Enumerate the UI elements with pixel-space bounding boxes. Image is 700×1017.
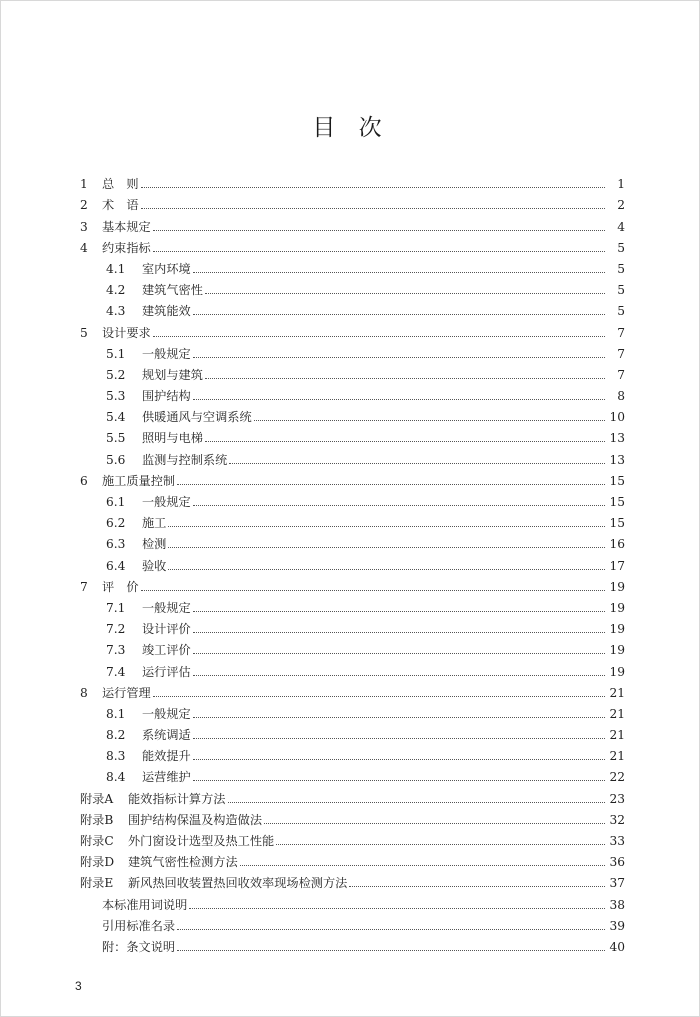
toc-entry-page: 38 (609, 897, 625, 912)
toc-entry-label: 基本规定 (102, 219, 151, 234)
toc-entry-heading (80, 728, 193, 742)
toc-entry[interactable] (80, 551, 625, 572)
toc-entry[interactable] (80, 848, 625, 869)
toc-entry-label: 一般规定 (142, 346, 191, 361)
toc-dot-leader (193, 717, 605, 718)
toc-entry-label: 能效提升 (142, 749, 191, 764)
toc-entry-page: 7 (617, 367, 625, 382)
toc-entry-heading (80, 601, 193, 615)
toc-entry-label: 规划与建筑 (142, 367, 203, 382)
toc-dot-leader (193, 505, 605, 506)
toc-dot-leader (193, 675, 605, 676)
toc-entry-number: 5.2 (106, 367, 126, 382)
toc-entry-number: 1 (80, 177, 88, 192)
toc-dot-leader (349, 886, 605, 887)
toc-entry-number: 8.2 (106, 728, 126, 743)
toc-entry-number: 8.4 (106, 770, 126, 785)
toc-entry-heading (80, 622, 193, 636)
toc-entry-page: 15 (609, 516, 625, 531)
toc-entry[interactable] (80, 679, 625, 700)
toc-entry-page: 32 (609, 812, 625, 827)
toc-entry-label: 施工 (142, 516, 167, 531)
toc-dot-leader (153, 696, 605, 697)
toc-dot-leader (153, 230, 605, 231)
toc-entry-page: 15 (609, 495, 625, 509)
toc-entry[interactable] (80, 297, 625, 318)
toc-entry-number: 5.5 (106, 431, 126, 446)
toc-entry-label: 新风热回收装置热回收效率现场检测方法 (128, 876, 348, 891)
toc-entry[interactable] (80, 742, 625, 763)
toc-entry-heading (80, 834, 276, 848)
toc-dot-leader (193, 759, 605, 760)
toc-entry[interactable] (80, 234, 625, 255)
toc-dot-leader (177, 484, 605, 485)
toc-entry-label: 总 则 (102, 177, 139, 192)
toc-entry-number: 5.4 (106, 410, 126, 425)
toc-entry[interactable] (80, 488, 625, 509)
toc-entry-label: 术 语 (102, 198, 139, 213)
toc-entry-number: 5.3 (106, 389, 126, 404)
toc-entry[interactable] (80, 509, 625, 530)
toc-entry[interactable] (80, 212, 625, 233)
toc-entry-page: 5 (617, 261, 625, 276)
toc-entry-heading (80, 919, 177, 933)
toc-entry-heading (80, 770, 193, 784)
toc-entry-number: 3 (80, 219, 88, 234)
toc-entry[interactable] (80, 784, 625, 805)
toc-dot-leader (240, 865, 605, 866)
toc-entry[interactable] (80, 382, 625, 403)
toc-entry-heading (80, 220, 153, 234)
toc-dot-leader (205, 293, 605, 294)
toc-entry-number: 附录C (80, 834, 114, 848)
toc-entry-number: 7.3 (106, 643, 126, 658)
toc-entry-label: 一般规定 (142, 495, 191, 509)
toc-entry-heading (80, 431, 205, 445)
toc-entry[interactable] (80, 763, 625, 784)
toc-entry-page: 1 (617, 177, 625, 192)
toc-entry-page: 23 (609, 791, 625, 806)
toc-entry-heading (80, 643, 193, 657)
toc-entry-heading (80, 177, 141, 191)
toc-entry-heading (80, 580, 141, 594)
toc-entry-page: 5 (617, 304, 625, 319)
toc-entry[interactable] (80, 467, 625, 488)
toc-entry[interactable] (80, 827, 625, 848)
toc-entry[interactable] (80, 912, 625, 933)
toc-entry-label: 设计评价 (142, 622, 191, 637)
toc-entry-heading (80, 876, 349, 890)
toc-entry-heading (80, 559, 168, 573)
toc-dot-leader (177, 950, 605, 951)
toc-entry-heading (80, 474, 177, 488)
toc-entry-label: 检测 (142, 537, 167, 552)
toc-dot-leader (254, 420, 605, 421)
toc-entry-number: 7.2 (106, 622, 126, 637)
toc-dot-leader (193, 780, 605, 781)
toc-entry[interactable] (80, 615, 625, 636)
toc-entry-heading (80, 347, 193, 361)
toc-dot-leader (189, 908, 605, 909)
toc-entry-number: 6 (80, 473, 88, 488)
toc-entry-heading (80, 537, 168, 551)
toc-entry-label: 约束指标 (102, 240, 151, 255)
toc-entry-heading (80, 198, 141, 212)
toc-dot-leader (177, 929, 605, 930)
toc-entry-number: 7.1 (106, 600, 126, 615)
toc-entry[interactable] (80, 361, 625, 382)
toc-entry[interactable] (80, 869, 625, 890)
toc-entry-page: 39 (609, 918, 625, 933)
toc-entry[interactable] (80, 573, 625, 594)
toc-entry-page: 17 (609, 558, 625, 573)
toc-entry-label: 建筑能效 (142, 304, 191, 319)
toc-entry-page: 13 (609, 431, 625, 446)
toc-entry-number: 6.2 (106, 516, 126, 531)
toc-entry-label: 围护结构保温及构造做法 (128, 812, 263, 827)
toc-dot-leader (193, 632, 605, 633)
toc-dot-leader (229, 463, 605, 464)
toc-entry-number: 4.3 (106, 304, 126, 319)
toc-entry-page: 16 (609, 537, 625, 552)
toc-entry-page: 40 (609, 939, 625, 954)
toc-entry-page: 36 (609, 855, 625, 870)
toc-entry-label: 建筑气密性 (142, 283, 203, 298)
toc-entry-heading (80, 495, 193, 509)
toc-dot-leader (193, 611, 605, 612)
toc-entry-heading (80, 410, 254, 424)
toc-entry-heading (80, 686, 153, 700)
toc-entry-heading (80, 262, 193, 276)
toc-entry-label: 竣工评价 (142, 643, 191, 658)
page-number: 3 (75, 979, 82, 993)
toc-entry[interactable] (80, 721, 625, 742)
toc-entry[interactable] (80, 170, 625, 191)
toc-dot-leader (168, 547, 605, 548)
toc-entry-number: 附录B (80, 812, 114, 827)
toc-dot-leader (193, 399, 605, 400)
toc-entry-page: 15 (609, 473, 625, 488)
toc-dot-leader (276, 844, 605, 845)
toc-entry-label: 外门窗设计选型及热工性能 (128, 834, 275, 848)
toc-entry-label: 监测与控制系统 (142, 452, 228, 467)
toc-entry-heading (80, 813, 264, 827)
toc-entry-number: 附录D (80, 855, 115, 870)
toc-entry[interactable] (80, 445, 625, 466)
toc-entry[interactable] (80, 594, 625, 615)
toc-entry-page: 22 (609, 770, 625, 785)
toc-dot-leader (168, 526, 605, 527)
toc-dot-leader (141, 187, 605, 188)
toc-entry-page: 19 (609, 600, 625, 615)
toc-dot-leader (193, 738, 605, 739)
toc-dot-leader (193, 653, 605, 654)
toc-entry-page: 33 (609, 834, 625, 848)
toc-entry-page: 19 (609, 622, 625, 637)
toc-entry-heading (80, 283, 205, 297)
toc-entry-label: 室内环境 (142, 261, 191, 276)
toc-dot-leader (193, 357, 605, 358)
toc-entry-page: 21 (609, 685, 625, 700)
toc-entry-page: 7 (617, 346, 625, 361)
toc-entry-page: 13 (609, 452, 625, 467)
toc-dot-leader (193, 314, 605, 315)
toc-entry-number: 8.1 (106, 706, 126, 721)
toc-entry-number: 7.4 (106, 664, 126, 679)
toc-dot-leader (205, 378, 605, 379)
toc-dot-leader (193, 272, 605, 273)
toc-entry-page: 19 (609, 664, 625, 679)
toc-entry-number: 5.1 (106, 346, 126, 361)
toc-entry[interactable] (80, 933, 625, 954)
toc-entry[interactable] (80, 890, 625, 911)
toc-entry-page: 21 (609, 706, 625, 721)
toc-entry[interactable] (80, 255, 625, 276)
toc-dot-leader (168, 569, 605, 570)
toc-entry-label: 建筑气密性检测方法 (128, 855, 238, 870)
toc-entry-page: 4 (617, 219, 625, 234)
toc-entry[interactable] (80, 403, 625, 424)
table-of-contents (80, 170, 625, 954)
toc-dot-leader (153, 251, 605, 252)
toc-entry-label: 本标准用词说明 (102, 897, 188, 912)
toc-entry-number: 7 (80, 579, 88, 594)
toc-dot-leader (141, 208, 605, 209)
toc-entry-heading (80, 326, 153, 340)
toc-entry-heading (80, 304, 193, 318)
toc-entry-label: 评 价 (102, 579, 139, 594)
toc-entry-heading (80, 707, 193, 721)
toc-entry-page: 21 (609, 728, 625, 743)
toc-entry-page: 5 (617, 283, 625, 298)
toc-entry-label: 一般规定 (142, 600, 191, 615)
toc-entry-number: 4 (80, 240, 88, 255)
toc-entry-heading (80, 940, 177, 954)
toc-dot-leader (153, 336, 605, 337)
toc-entry-number: 2 (80, 198, 88, 213)
toc-entry-label: 运行管理 (102, 685, 151, 700)
toc-entry[interactable] (80, 191, 625, 212)
toc-entry-heading (80, 516, 168, 530)
toc-entry-heading (80, 389, 193, 403)
toc-entry-label: 运营维护 (142, 770, 191, 785)
toc-entry-page: 19 (609, 579, 625, 594)
toc-entry[interactable] (80, 318, 625, 339)
toc-entry-page: 2 (617, 198, 625, 213)
toc-entry-number: 附录E (80, 876, 114, 891)
toc-entry[interactable] (80, 340, 625, 361)
toc-entry-heading (80, 665, 193, 679)
toc-entry-page: 37 (609, 876, 625, 891)
toc-entry-heading (80, 855, 240, 869)
toc-entry-heading (80, 368, 205, 382)
toc-entry[interactable] (80, 276, 625, 297)
page-title: 目 次 (312, 115, 390, 141)
toc-entry-label: 能效指标计算方法 (128, 791, 226, 806)
toc-entry-page: 8 (617, 389, 625, 404)
toc-entry-page: 19 (609, 643, 625, 658)
toc-entry-label: 围护结构 (142, 389, 191, 404)
toc-dot-leader (141, 590, 605, 591)
toc-entry-number: 8.3 (106, 749, 126, 764)
toc-entry-page: 5 (617, 240, 625, 255)
toc-entry-number: 4.2 (106, 283, 126, 298)
toc-entry-label: 施工质量控制 (102, 473, 176, 488)
toc-dot-leader (228, 802, 606, 803)
toc-entry[interactable] (80, 657, 625, 678)
toc-entry-label: 一般规定 (142, 706, 191, 721)
toc-entry-number: 5 (80, 325, 88, 340)
toc-dot-leader (264, 823, 605, 824)
toc-entry-label: 附：条文说明 (102, 939, 176, 954)
toc-entry-number: 6.1 (106, 495, 126, 509)
toc-entry-heading (80, 792, 228, 806)
toc-entry[interactable] (80, 530, 625, 551)
toc-entry-label: 运行评估 (142, 664, 191, 679)
toc-entry-number: 6.4 (106, 558, 126, 573)
toc-entry[interactable] (80, 806, 625, 827)
toc-entry-heading (80, 898, 189, 912)
toc-entry-page: 21 (609, 749, 625, 764)
toc-entry-label: 引用标准名录 (102, 918, 176, 933)
toc-entry-label: 验收 (142, 558, 167, 573)
toc-entry-number: 附录A (80, 791, 114, 806)
toc-entry-label: 供暖通风与空调系统 (142, 410, 252, 425)
toc-entry-heading (80, 453, 229, 467)
toc-entry-number: 6.3 (106, 537, 126, 552)
toc-entry-label: 设计要求 (102, 325, 151, 340)
toc-entry-page: 10 (609, 410, 625, 425)
toc-entry-heading (80, 749, 193, 763)
toc-dot-leader (205, 441, 605, 442)
toc-entry[interactable] (80, 424, 625, 445)
toc-entry-label: 系统调适 (142, 728, 191, 743)
toc-entry-page: 7 (617, 325, 625, 340)
toc-entry-label: 照明与电梯 (142, 431, 203, 446)
toc-entry-number: 5.6 (106, 452, 126, 467)
toc-entry[interactable] (80, 636, 625, 657)
toc-entry-number: 8 (80, 685, 88, 700)
toc-entry-number: 4.1 (106, 261, 126, 276)
toc-entry[interactable] (80, 700, 625, 721)
toc-entry-heading (80, 241, 153, 255)
